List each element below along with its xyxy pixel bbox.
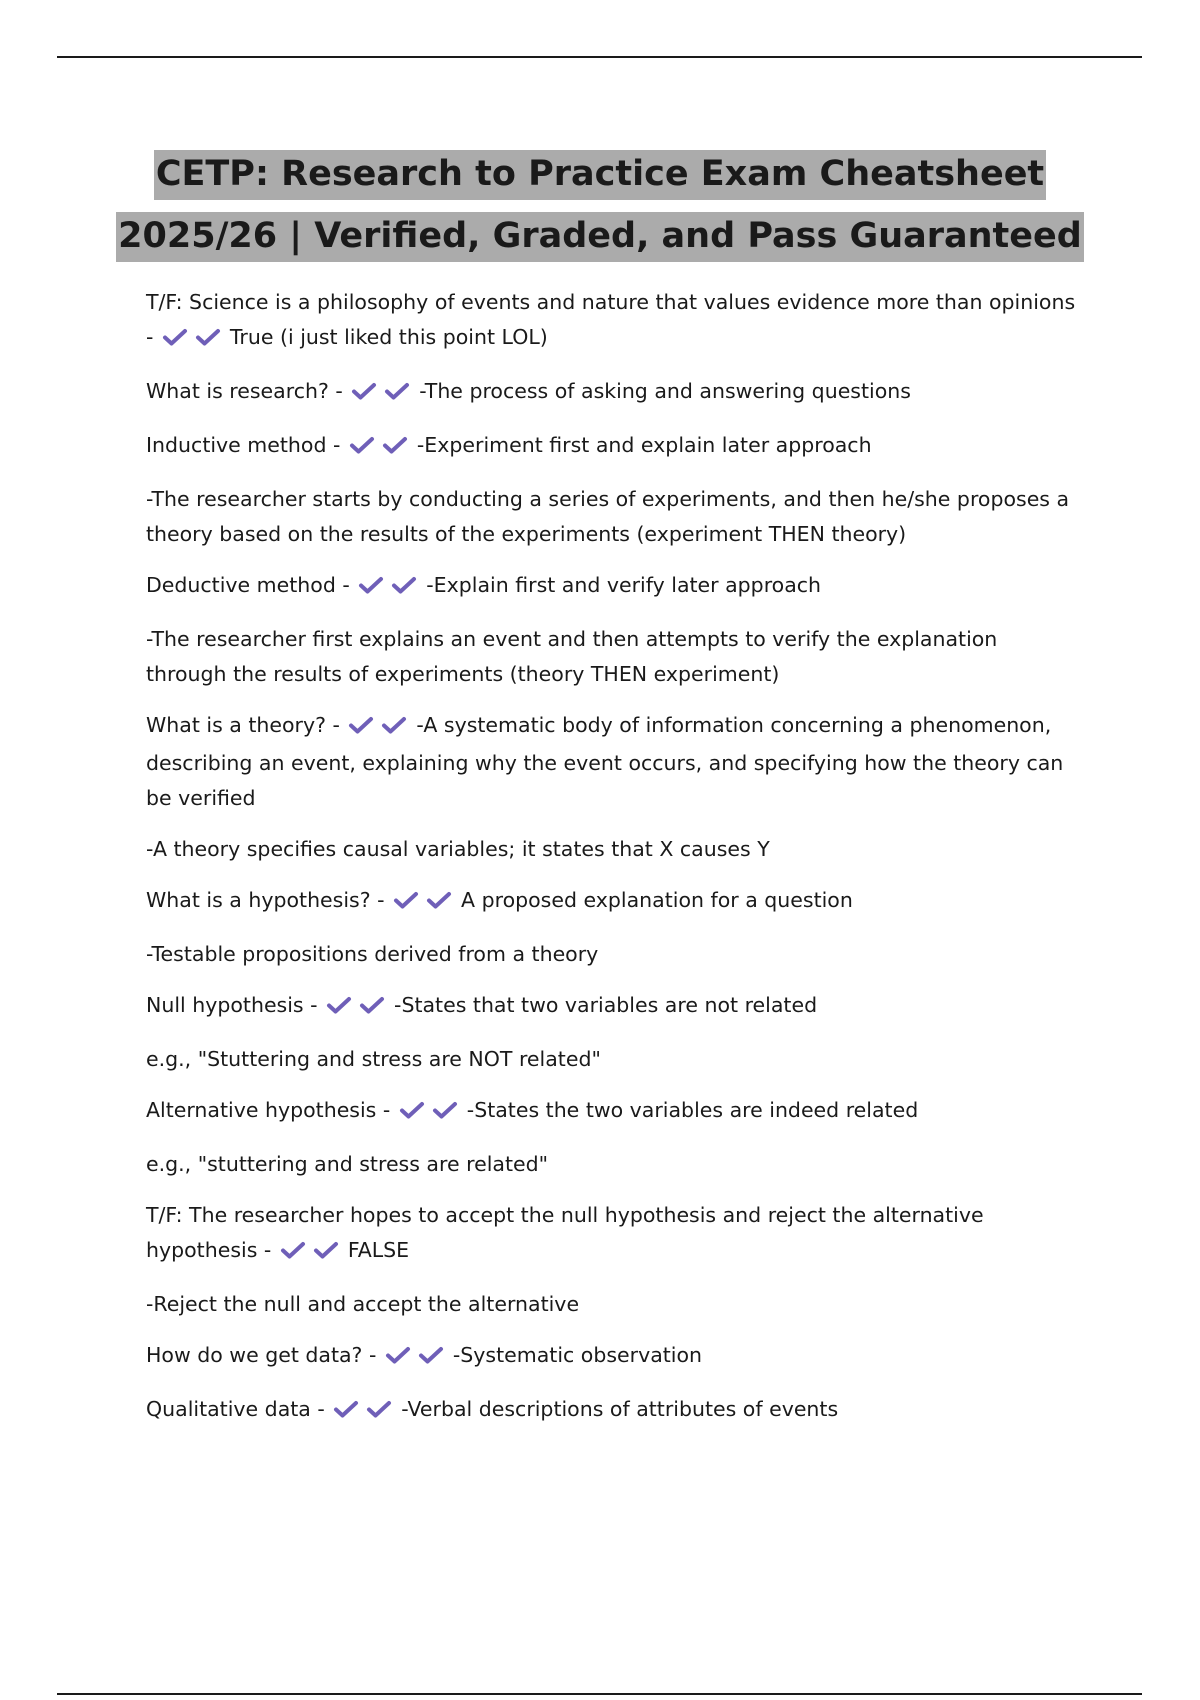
qa-entry bbox=[146, 883, 1081, 921]
double-check-icon bbox=[333, 1395, 399, 1430]
check-icon bbox=[382, 435, 410, 455]
check-icon bbox=[280, 1240, 308, 1260]
answer-text: -States the two variables are indeed related bbox=[466, 1098, 919, 1122]
question-text: Alternative hypothesis - bbox=[146, 1098, 397, 1122]
double-check-icon bbox=[326, 991, 392, 1026]
check-icon bbox=[349, 435, 377, 455]
note-text: -The researcher first explains an event and then attempts to verify the explanation through the results of experiments (theory THEN experiment) bbox=[146, 627, 998, 686]
header-rule bbox=[57, 56, 1142, 58]
answer-text: FALSE bbox=[347, 1238, 410, 1262]
question-text: Inductive method - bbox=[146, 433, 347, 457]
question-text: What is a hypothesis? - bbox=[146, 888, 392, 912]
check-icon bbox=[358, 575, 386, 595]
question-text: T/F: Science is a philosophy of events and nature that values evidence more than opinions - bbox=[146, 290, 1076, 349]
check-icon bbox=[385, 1345, 413, 1365]
check-icon bbox=[381, 715, 409, 735]
check-icon bbox=[348, 715, 376, 735]
double-check-icon bbox=[358, 571, 424, 606]
check-icon bbox=[391, 575, 419, 595]
answer-text: True (i just liked this point LOL) bbox=[229, 325, 548, 349]
title-line-2 bbox=[0, 205, 1200, 267]
answer-text: -Explain first and verify later approach bbox=[426, 573, 822, 597]
title-line-2-text: 2025/26 | Verified, Graded, and Pass Guaranteed bbox=[116, 212, 1084, 262]
qa-entry bbox=[146, 1042, 1081, 1077]
check-icon bbox=[162, 327, 190, 347]
qa-entry bbox=[146, 568, 1081, 606]
double-check-icon bbox=[349, 431, 415, 466]
qa-entry bbox=[146, 428, 1081, 466]
check-icon bbox=[418, 1345, 446, 1365]
qa-entry bbox=[146, 1392, 1081, 1430]
question-text: Deductive method - bbox=[146, 573, 357, 597]
check-icon bbox=[313, 1240, 341, 1260]
check-icon bbox=[393, 890, 421, 910]
answer-text: A proposed explanation for a question bbox=[461, 888, 853, 912]
qa-entry bbox=[146, 622, 1081, 692]
check-icon bbox=[432, 1100, 460, 1120]
qa-entry bbox=[146, 1147, 1081, 1182]
note-text: e.g., "stuttering and stress are related" bbox=[146, 1152, 549, 1176]
double-check-icon bbox=[280, 1236, 346, 1271]
qa-entry bbox=[146, 1338, 1081, 1376]
question-text: What is research? - bbox=[146, 379, 350, 403]
note-text: -Reject the null and accept the alternative bbox=[146, 1292, 580, 1316]
double-check-icon bbox=[393, 886, 459, 921]
qa-entry bbox=[146, 937, 1081, 972]
double-check-icon bbox=[351, 377, 417, 412]
question-text: How do we get data? - bbox=[146, 1343, 383, 1367]
note-text: -Testable propositions derived from a theory bbox=[146, 942, 599, 966]
note-text: -A theory specifies causal variables; it states that X causes Y bbox=[146, 837, 770, 861]
document-title bbox=[0, 143, 1200, 267]
answer-text: -Systematic observation bbox=[452, 1343, 703, 1367]
qa-entry bbox=[146, 1198, 1081, 1271]
answer-text: -States that two variables are not related bbox=[394, 993, 818, 1017]
double-check-icon bbox=[348, 711, 414, 746]
double-check-icon bbox=[385, 1341, 451, 1376]
title-line-1 bbox=[0, 143, 1200, 205]
double-check-icon bbox=[162, 323, 228, 358]
check-icon bbox=[333, 1399, 361, 1419]
note-text: e.g., "Stuttering and stress are NOT related" bbox=[146, 1047, 601, 1071]
title-line-1-text: CETP: Research to Practice Exam Cheatsheet bbox=[154, 150, 1046, 200]
check-icon bbox=[195, 327, 223, 347]
check-icon bbox=[351, 381, 379, 401]
check-icon bbox=[359, 995, 387, 1015]
check-icon bbox=[326, 995, 354, 1015]
question-text: What is a theory? - bbox=[146, 713, 347, 737]
qa-entry bbox=[146, 988, 1081, 1026]
check-icon bbox=[384, 381, 412, 401]
question-text: Null hypothesis - bbox=[146, 993, 325, 1017]
check-icon bbox=[366, 1399, 394, 1419]
check-icon bbox=[426, 890, 454, 910]
qa-entry bbox=[146, 374, 1081, 412]
qa-entry bbox=[146, 285, 1081, 358]
check-icon bbox=[399, 1100, 427, 1120]
question-text: Qualitative data - bbox=[146, 1397, 332, 1421]
qa-entry bbox=[146, 832, 1081, 867]
qa-entry bbox=[146, 482, 1081, 552]
footer-rule bbox=[57, 1693, 1142, 1695]
answer-text: -Experiment first and explain later approach bbox=[416, 433, 872, 457]
qa-entry bbox=[146, 1287, 1081, 1322]
answer-text: -The process of asking and answering questions bbox=[419, 379, 911, 403]
qa-entry bbox=[146, 708, 1081, 816]
answer-text: -A systematic body of information concerning a phenomenon, describing an event, explaining why the event occurs, and specifying how the theory can be verified bbox=[146, 713, 1064, 810]
answer-text: -Verbal descriptions of attributes of events bbox=[401, 1397, 839, 1421]
question-text: T/F: The researcher hopes to accept the null hypothesis and reject the alternative hypothesis - bbox=[146, 1203, 984, 1262]
note-text: -The researcher starts by conducting a series of experiments, and then he/she proposes a theory based on the results of the experiments (experiment THEN theory) bbox=[146, 487, 1070, 546]
qa-entry bbox=[146, 1093, 1081, 1131]
double-check-icon bbox=[399, 1096, 465, 1131]
qa-list bbox=[146, 285, 1081, 1446]
